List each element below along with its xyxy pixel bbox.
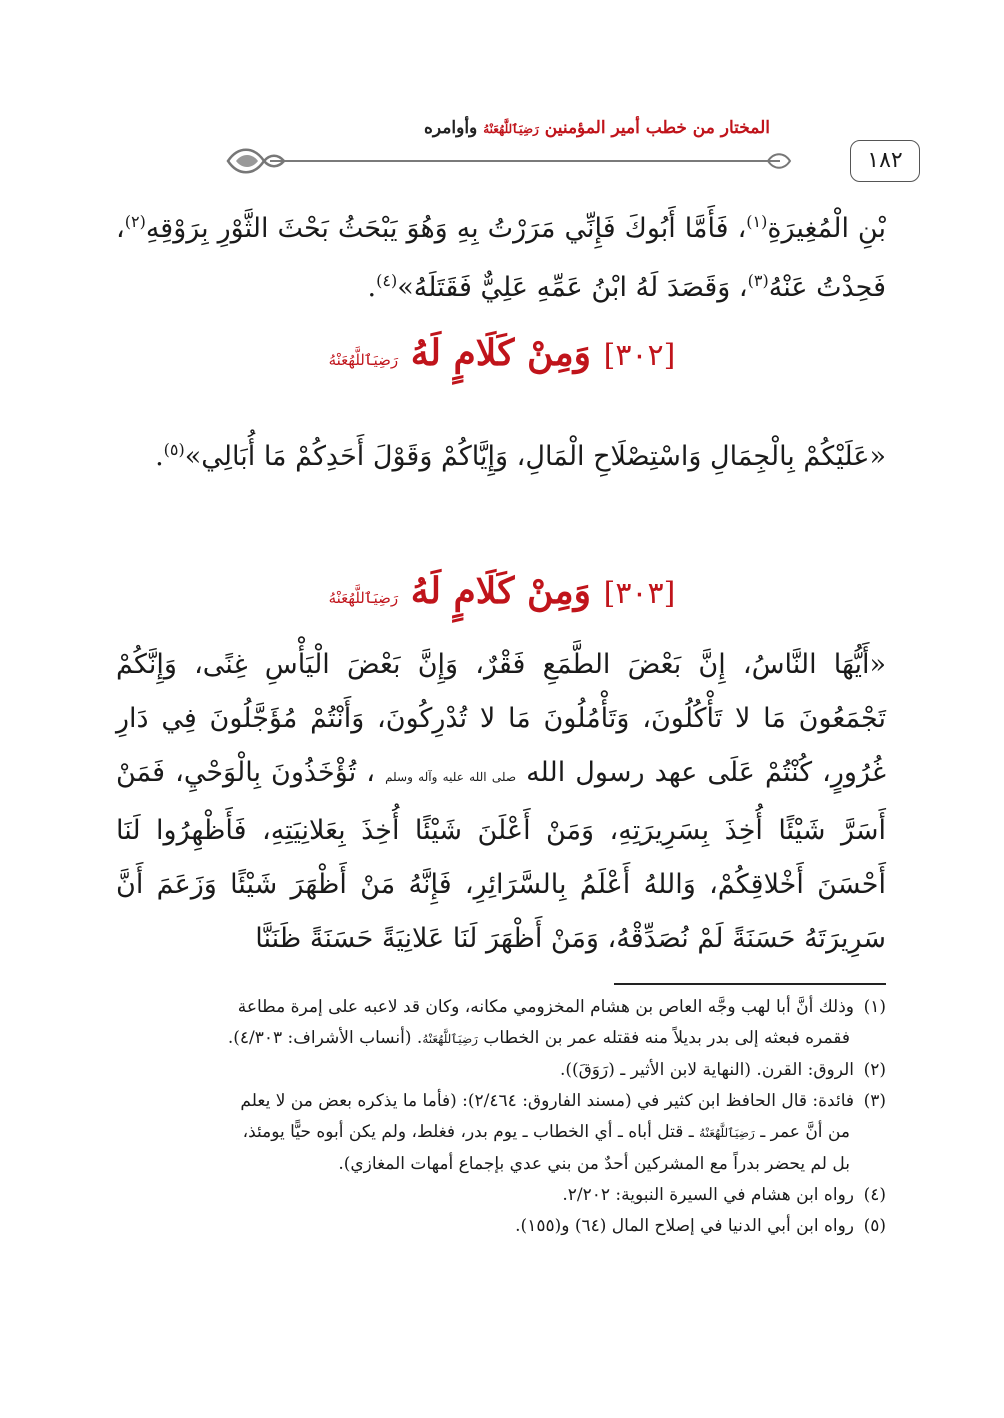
running-title (424, 118, 770, 138)
footnote-1-text-b: فقمره فبعثه إلى بدر بديلاً منه فقتله عمر بن الخطاب (483, 1028, 850, 1048)
footnote-4 (116, 1180, 886, 1211)
footnote-4-number: (٤) (863, 1185, 886, 1205)
intro-paragraph (116, 196, 886, 314)
footnote-3-honorific: رَضِيَٱللَّهُعَنْهُ (699, 1126, 755, 1140)
footnote-2-number: (٢) (863, 1060, 886, 1080)
section-302-title: وَمِنْ كَلَامٍ لَهُ (410, 332, 592, 374)
footnote-4-text: رواه ابن هشام في السيرة النبوية: ٢/٢٠٢. (562, 1185, 854, 1205)
intro-text-1: بْنِ الْمُغِيرَةِ (767, 213, 886, 244)
footnote-1-text-c: . (أنساب الأشراف: ٤/٣٠٣). (227, 1028, 423, 1048)
intro-text-2b: ، فَحِدْتُ عَنْهُ (116, 213, 886, 303)
intro-text-2c: ، وَقَصَدَ لَهُ ابْنُ عَمِّهِ عَلِيٌّ فَقَتَلَهُ» (397, 272, 748, 303)
page-number: ١٨٢ (850, 140, 920, 182)
footnote-5-text: رواه ابن أبي الدنيا في إصلاح المال (٦٤) و(١٥٥). (515, 1216, 854, 1236)
footnote-3-text-a: فائدة: قال الحافظ ابن كثير في (مسند الفاروق: ٢/٤٦٤): (فأما ما يذكره بعض من لا يعلم (240, 1091, 854, 1111)
section-302-quote: «عَلَيْكُمْ بِالْجِمَالِ وَاسْتِصْلَاحِ الْمَالِ، وَإِيَّاكُمْ وَقَوْلَ أَحَدِكُمْ مَا أُبَالِي» (184, 441, 886, 472)
section-303-title: وَمِنْ كَلَامٍ لَهُ (410, 570, 592, 612)
footnote-ref-2[interactable]: (٢) (124, 212, 146, 231)
section-302-honorific: رَضِيَٱللَّهُعَنْهُ (328, 351, 399, 369)
section-302-text (116, 424, 886, 483)
footnote-ref-5[interactable]: (٥) (163, 440, 185, 459)
footnote-1-honorific: رَضِيَٱللَّهُعَنْهُ (422, 1032, 478, 1046)
footnote-3-text-b2: ـ قتل أباه ـ أي الخطاب ـ يوم بدر، فغلط، ولم يكن أبوه حيًّا يومئذ، (242, 1122, 694, 1142)
footnote-1-number: (١) (863, 997, 886, 1017)
footnote-separator (614, 983, 886, 985)
footnote-1 (116, 992, 886, 1055)
section-303-honorific: رَضِيَٱللَّهُعَنْهُ (328, 589, 399, 607)
intro-text-2d: . (367, 272, 377, 303)
header-rule (270, 160, 780, 162)
section-303-number: [٣٠٣] (603, 576, 676, 611)
section-303-heading (0, 570, 1004, 612)
footnote-ref-3[interactable]: (٣) (747, 271, 769, 290)
running-title-text: المختار من خطب أمير المؤمنين (544, 118, 770, 138)
section-303-text (116, 638, 886, 966)
running-title-honorific: رَضِيَٱللَّهُعَنْهُ (483, 122, 539, 136)
section-303-salutation: صلى الله عليه وآله وسلم (385, 770, 517, 784)
intro-text-1b: ، فَأَمَّا أَبُوكَ فَإِنِّي مَرَرْتُ بِهِ وَهُوَ يَبْحَثُ بَحْثَ الثَّوْرِ (217, 213, 747, 244)
footnote-3-text-c: بل لم يحضر بدراً مع المشركين أحدٌ من بني عدي بإجماع أمهات المغازي). (338, 1154, 850, 1174)
section-303-text-a: «أَيُّهَا النَّاسُ، إِنَّ بَعْضَ الطَّمَعِ فَقْرٌ، وَإِنَّ بَعْضَ الْيَأْسِ غِنًى، وَإِنَّكُمْ تَجْمَعُونَ مَا لا تَأْكُلُونَ، وَتَأْمُلُونَ مَا لا تُدْرِكُونَ، وَأَنْتُمْ مُؤَجَّلُونَ فِي دَارِ غُرُورٍ، كُنْتُمْ عَلَى عهد رسول الله (116, 649, 886, 788)
footnote-3-text-b1: من أنَّ عمر ـ (760, 1122, 850, 1142)
header-right-ornament-icon (766, 150, 792, 172)
header-left-ornament-icon (224, 144, 286, 178)
footnotes (116, 992, 886, 1242)
footnote-2-text: الروق: القرن. (النهاية لابن الأثير ـ (رَوَقَ)). (559, 1060, 854, 1080)
page-header (200, 118, 920, 188)
footnote-5-number: (٥) (863, 1216, 886, 1236)
section-302-number: [٣٠٢] (603, 338, 676, 373)
footnote-ref-4[interactable]: (٤) (376, 271, 398, 290)
running-title-tail: وأوامره (424, 118, 478, 138)
footnote-ref-1[interactable]: (١) (746, 212, 768, 231)
footnote-1-text-a: وذلك أنَّ أبا لهب وجَّه العاص بن هشام المخزومي مكانه، وكان قد لاعبه على إمرة مطاعة (237, 997, 854, 1017)
intro-text-2a: بِرَوْقِهِ (145, 213, 209, 244)
footnote-2 (116, 1055, 886, 1086)
footnote-5 (116, 1211, 886, 1242)
section-303-text-b: ، تُؤْخَذُونَ بِالْوَحْيِ، فَمَنْ أَسَرَّ شَيْئًا أُخِذَ بِسَرِيرَتِهِ، وَمَنْ أَعْلَنَ شَيْئًا أُخِذَ بِعَلانِيَتِهِ، فَأَظْهِرُوا لَنَا أَحْسَنَ أَخْلاقِكُمْ، وَاللهُ أَعْلَمُ بِالسَّرَائِرِ، فَإِنَّهُ مَنْ أَظْهَرَ شَيْئًا وَزَعَمَ أَنَّ سَرِيرَتَهُ حَسَنَةً لَمْ نُصَدِّقْهُ، وَمَنْ أَظْهَرَ لَنَا عَلانِيَةً حَسَنَةً ظَنَنَّا (116, 757, 886, 954)
footnote-3-number: (٣) (863, 1091, 886, 1111)
section-302-end: . (155, 441, 164, 472)
footnote-3 (116, 1086, 886, 1180)
section-302-heading (0, 332, 1004, 374)
